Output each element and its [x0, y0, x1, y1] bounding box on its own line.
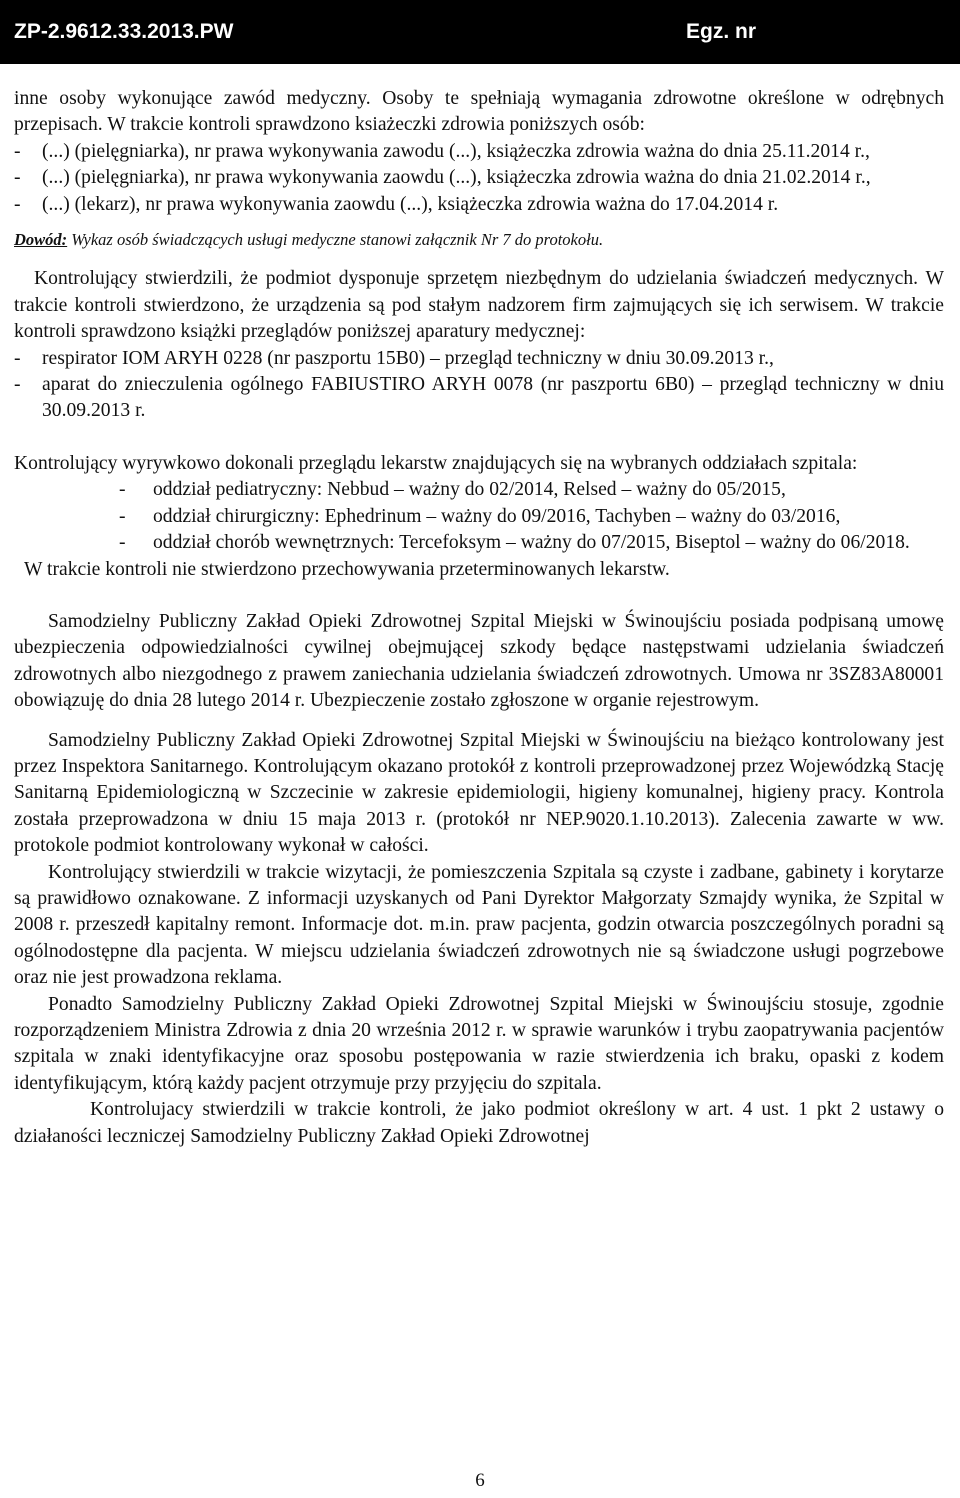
list-item-text: oddział pediatryczny: Nebbud – ważny do 02/2014, Relsed – ważny do 05/2015,	[153, 479, 786, 501]
list-item-text: aparat do znieczulenia ogólnego FABIUSTIRO ARYH 0078 (nr paszportu 6B0) – przegląd techniczny w dniu 30.09.2013 r.	[42, 374, 944, 422]
evidence-text: Wykaz osób świadczących usługi medyczne stanowi załącznik Nr 7 do protokołu.	[67, 230, 604, 250]
list-item-text: (...) (pielęgniarka), nr prawa wykonywania zawodu (...), książeczka zdrowia ważna do dnia 25.11.2014 r.,	[42, 140, 870, 162]
list-item: - (...) (pielęgniarka), nr prawa wykonywania zaowdu (...), książeczka zdrowia ważna do dnia 21.02.2014 r.,	[14, 167, 871, 189]
paragraph-equipment: Kontrolujący stwierdzili, że podmiot dysponuje sprzetęm niezbędnym do udzielania świadczeń medycznych. W trakcie kontroli stwierdzono, że urządzenia są pod stałym nadzorem firm zajmujących się ich serwisem. W trakcie kontroli sprawdzono książki przeglądów poniższej aparatury medycznej:	[14, 268, 944, 343]
paragraph-medicines: Kontrolujący wyrywkowo dokonali przeglądu lekarstw znajdujących się na wybranych oddziałach szpitala:	[14, 452, 858, 474]
list-item: - aparat do znieczulenia ogólnego FABIUSTIRO ARYH 0078 (nr paszportu 6B0) – przegląd techniczny w dniu 30.09.2013 r.	[14, 374, 944, 422]
paragraph-identification: Ponadto Samodzielny Publiczny Zakład Opieki Zdrowotnej Szpital Miejski w Świnoujściu stosuje, zgodnie rozporządzeniem Ministra Zdrowia z dnia 20 września 2012 r. w sprawie warunków i trybu zaopatrywania pacjentów szpitala w znaki identyfikacyjne oraz sposobu postępowania w razie stwierdzenia ich braku, opaski z kodem identyfikującym, którą każdy pacjent otrzymuje przy przyjęciu do szpitala.	[14, 993, 944, 1094]
list-item-text: oddział chorób wewnętrznych: Tercefoksym – ważny do 07/2015, Biseptol – ważny do 06/2018.	[153, 532, 910, 554]
list-item: - oddział chirurgiczny: Ephedrinum – ważny do 09/2016, Tachyben – ważny do 03/2016,	[119, 505, 841, 527]
document-id: ZP-2.9612.33.2013.PW	[14, 20, 234, 43]
list-item: - (...) (pielęgniarka), nr prawa wykonywania zawodu (...), książeczka zdrowia ważna do dnia 25.11.2014 r.,	[14, 140, 870, 162]
list-item-text: oddział chirurgiczny: Ephedrinum – ważny do 09/2016, Tachyben – ważny do 03/2016,	[153, 505, 841, 527]
evidence-note	[14, 227, 944, 253]
paragraph-conclusion: Kontrolujacy stwierdzili w trakcie kontroli, że jako podmiot określony w art. 4 ust. 1 pkt 2 ustawy o działaności leczniczej Samodzielny Publiczny Zakład Opieki Zdrowotnej	[14, 1099, 944, 1147]
paragraph-insurance: Samodzielny Publiczny Zakład Opieki Zdrowotnej Szpital Miejski w Świnoujściu posiada podpisaną umowę ubezpieczenia odpowiedzialności cywilnej obejmującej szkody będące następstwami udzielania świadczeń zdrowotnych albo niezgodnego z prawem zaniechania udzielania świadczeń zdrowotnych. Umowa nr 3SZ83A80001 obowiązuję do dnia 28 lutego 2014 r. Ubezpieczenie zostało zgłoszone w organie rejestrowym.	[14, 610, 944, 712]
page-number: 6	[475, 1470, 485, 1491]
list-item-text: respirator IOM ARYH 0228 (nr paszportu 15B0) – przegląd techniczny w dniu 30.09.2013 r.,	[42, 347, 774, 369]
list-item: - oddział pediatryczny: Nebbud – ważny do 02/2014, Relsed – ważny do 05/2015,	[119, 479, 786, 501]
paragraph-no-expired: W trakcie kontroli nie stwierdzono przechowywania przeterminowanych lekarstw.	[24, 558, 670, 580]
page-header	[0, 0, 960, 64]
paragraph-staff-intro: inne osoby wykonujące zawód medyczny. Osoby te spełniają wymagania zdrowotne określone w odrębnych przepisach. W trakcie kontroli sprawdzono ksiażeczki zdrowia poniższych osób:	[14, 88, 944, 136]
evidence-label: Dowód:	[14, 230, 68, 250]
list-item-text: (...) (lekarz), nr prawa wykonywania zaowdu (...), książeczka zdrowia ważna do 17.04.2014 r.	[42, 193, 779, 215]
paragraph-sanitary: Samodzielny Publiczny Zakład Opieki Zdrowotnej Szpital Miejski w Świnoujściu na bieżąco kontrolowany jest przez Inspektora Sanitarnego. Kontrolującym okazano protokół z kontroli przeprowadzonej przez Wojewódzką Stację Sanitarną Epidemiologiczną w Szczecinie w zakresie epidemiologii, higieny komunalnej, higieny pracy. Kontrola została przeprowadzona w dniu 15 maja 2013 r. (protokół nr NEP.9020.1.10.2013). Zalecenia zawarte w ww. protokole podmiot kontrolowany wykonał w całości.	[14, 729, 944, 857]
paragraph-visit: Kontrolujący stwierdzili w trakcie wizytacji, że pomieszczenia Szpitala są czyste i zadbane, gabinety i korytarze są prawidłowo oznakowane. Z informacji uzyskanych od Pani Dyrektor Małgorzaty Szmajdy wynika, że Szpital w 2008 r. przeszedł kapitalny remont. Informacje dot. m.in. praw pacjenta, godzin otwarcia poszczególnych poradni są ogólnodostępne dla pacjenta. W miejscu udzielania świadczeń zdrowotnych nie są świadczone usługi pogrzebowe oraz nie jest prowadzona reklama.	[14, 861, 944, 989]
list-item: - (...) (lekarz), nr prawa wykonywania zaowdu (...), książeczka zdrowia ważna do 17.04.2014 r.	[14, 193, 779, 215]
document-body	[14, 86, 944, 1150]
list-item: - respirator IOM ARYH 0228 (nr paszportu 15B0) – przegląd techniczny w dniu 30.09.2013 r.,	[14, 347, 774, 369]
list-item: - oddział chorób wewnętrznych: Tercefoksym – ważny do 07/2015, Biseptol – ważny do 06/2018.	[119, 532, 910, 554]
list-item-text: (...) (pielęgniarka), nr prawa wykonywania zaowdu (...), książeczka zdrowia ważna do dnia 21.02.2014 r.,	[42, 167, 871, 189]
copy-number-label: Egz. nr	[686, 20, 757, 43]
